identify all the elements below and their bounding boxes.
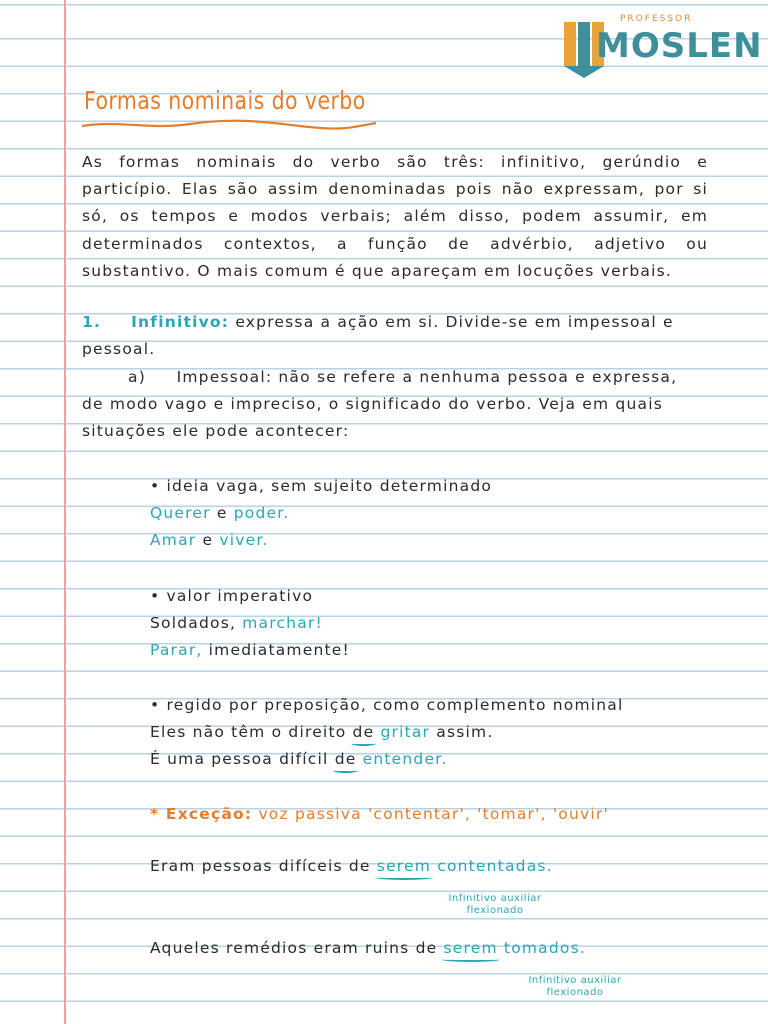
logo-big-text: MOSLEN bbox=[596, 26, 763, 66]
example-word: viver. bbox=[219, 531, 269, 549]
section-infinitivo-line2: pessoal. bbox=[82, 340, 156, 358]
example-word: entender. bbox=[362, 750, 448, 768]
example-word: Amar bbox=[150, 531, 197, 549]
annotation-note bbox=[510, 975, 640, 999]
impessoal-line1: a) Impessoal: não se refere a nenhuma pessoa e expressa, bbox=[128, 368, 678, 386]
example-connector: e bbox=[202, 531, 214, 549]
annotation-line: flexionado bbox=[546, 987, 604, 998]
notebook-margin-line bbox=[64, 0, 66, 1024]
example-amar-viver bbox=[150, 531, 269, 549]
example-text: É uma pessoa difícil bbox=[150, 750, 329, 768]
example-word: tomados. bbox=[503, 939, 587, 957]
example-text: Eles não têm o direito bbox=[150, 723, 347, 741]
brand-logo bbox=[560, 12, 763, 82]
impessoal-line2: de modo vago e impreciso, o significado do verbo. Veja em quais bbox=[82, 395, 663, 413]
page-title: Formas nominais do verbo bbox=[84, 86, 366, 115]
annotation-line: Infinitivo auxiliar bbox=[448, 893, 542, 904]
bullet-regido-preposicao: • regido por preposição, como complemento nominal bbox=[150, 696, 624, 714]
example-gritar bbox=[150, 723, 493, 741]
intro-paragraph: As formas nominais do verbo são três: infinitivo, gerúndio e particípio. Elas são assim denominadas pois não expressam, por si só, os tempos e modos verbais; além disso, podem assumir, em determinados contextos, a função de advérbio, adjetivo ou substantivo. O mais comum é que apareçam em locuções verbais. bbox=[82, 153, 708, 280]
example-word: poder. bbox=[233, 504, 290, 522]
section-number: 1. bbox=[82, 313, 102, 331]
example-word: Querer bbox=[150, 504, 211, 522]
bullet-valor-imperativo: • valor imperativo bbox=[150, 587, 314, 605]
example-soldados bbox=[150, 614, 323, 632]
section-heading: Infinitivo: bbox=[131, 313, 230, 331]
annotation-note bbox=[430, 893, 560, 917]
example-connector: e bbox=[216, 504, 228, 522]
example-word-underlined: serem bbox=[376, 857, 432, 875]
example-tomados bbox=[150, 939, 586, 957]
exception-text: voz passiva 'contentar', 'tomar', 'ouvir' bbox=[258, 805, 609, 823]
preposition-underlined: de bbox=[352, 723, 375, 741]
example-text: Aqueles remédios eram ruins de bbox=[150, 939, 438, 957]
example-entender bbox=[150, 750, 447, 768]
example-word: Parar, bbox=[150, 641, 203, 659]
example-word-underlined: serem bbox=[443, 939, 498, 957]
section-text: expressa a ação em si. Divide-se em impessoal e bbox=[235, 313, 674, 331]
logo-small-text: PROFESSOR bbox=[620, 14, 693, 24]
example-querer-poder bbox=[150, 504, 290, 522]
example-text: Eram pessoas difíceis de bbox=[150, 857, 371, 875]
example-text: assim. bbox=[436, 723, 494, 741]
title-underline-decoration bbox=[80, 118, 380, 132]
example-text: Soldados, bbox=[150, 614, 237, 632]
section-infinitivo-line1 bbox=[82, 313, 674, 331]
example-word: gritar bbox=[380, 723, 431, 741]
exception-label: * Exceção: bbox=[150, 805, 253, 823]
example-word: marchar! bbox=[242, 614, 323, 632]
impessoal-line3: situações ele pode acontecer: bbox=[82, 422, 350, 440]
example-contentadas bbox=[150, 857, 553, 875]
bullet-ideia-vaga: • ideia vaga, sem sujeito determinado bbox=[150, 477, 493, 495]
annotation-line: flexionado bbox=[466, 905, 524, 916]
example-parar bbox=[150, 641, 350, 659]
annotation-line: Infinitivo auxiliar bbox=[528, 975, 622, 986]
example-word: contentadas. bbox=[437, 857, 553, 875]
exception-line bbox=[150, 805, 609, 823]
preposition-underlined: de bbox=[334, 750, 357, 768]
example-text: imediatamente! bbox=[208, 641, 350, 659]
